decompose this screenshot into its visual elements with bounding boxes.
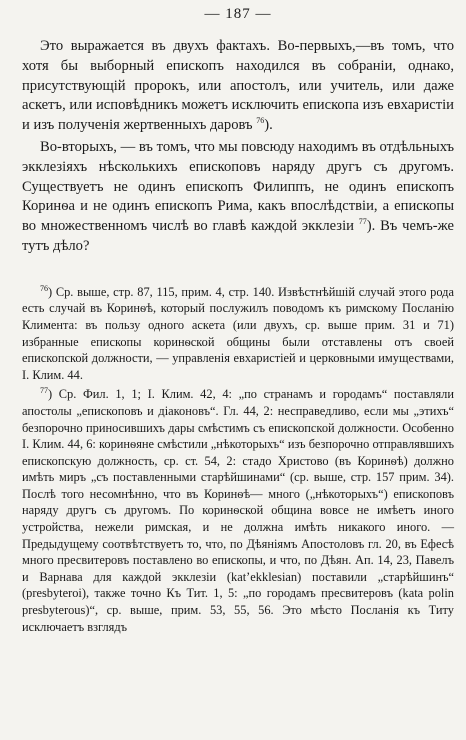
- page-number: — 187 —: [204, 6, 272, 22]
- footnote-ref-76: 76: [256, 116, 265, 126]
- paragraph-2-text: Во-вторыхъ, — въ томъ, что мы повсюду находимъ въ отдѣльныхъ экклезіяхъ нѣсколькихъ епископовъ наряду другъ съ другомъ. Существуетъ не одинъ епископъ Филиппъ, не одинъ епископъ Коринѳа и не одинъ епископъ Рима, какъ впослѣдствіи, а епископы во множественномъ числѣ во главѣ каждой экклезіи: [22, 138, 454, 235]
- footnotes: [22, 284, 454, 635]
- footnote-ref-77: 77: [358, 217, 367, 227]
- footnote-76-text: ) Ср. выше, стр. 87, 115, прим. 4, стр. 140. Извѣстнѣйшій случай этого рода есть случай въ Коринѳѣ, который послужилъ поводомъ къ римскому Посланію Климента: въ пользу одного аскета (или двухъ, ср. выше прим. 31 и 71) избранные епископы коринѳской общины были отставлены отъ своей епископской должности, — управленія евхаристіей и церковными имуществами, I. Клим. 44.: [22, 284, 454, 382]
- main-text: [22, 37, 454, 257]
- footnote-divider: [22, 273, 462, 274]
- footnote-76-marker: 76: [40, 283, 48, 293]
- footnote-77: [22, 386, 454, 635]
- paragraph-1-text: Это выражается въ двухъ фактахъ. Во-первыхъ,—въ томъ, что хотя бы выборный епископъ находился въ собраніи, однако, присутствующій пророкъ, или апостолъ, или учитель, или даже аскетъ, или исповѣдникъ можетъ исключить епископа изъ евхаристіи и изъ полученія жертвенныхъ даровъ: [22, 38, 454, 134]
- paragraph-1: Это выражается въ двухъ фактахъ. Во-первыхъ,—въ томъ, что хотя бы выборный епископъ находился въ собраніи, однако, присутствующій пророкъ, или апостолъ, или учитель, или даже аскетъ, или исповѣдникъ можетъ исключить епископа изъ евхаристіи и изъ полученія жертвенныхъ даровъ $^{76}$).: [22, 38, 454, 134]
- footnote-76: [22, 284, 454, 384]
- paragraph-2-tail: ). Въ чемъ-же тутъ дѣло?: [22, 218, 454, 254]
- footnote-77-marker: 77: [40, 386, 48, 396]
- footnote-77-text: ) Ср. Фил. 1, 1; I. Клим. 42, 4: „по странамъ и городамъ“ поставляли апостолы „епископовъ и діаконовъ“. Гл. 44, 2: несправедливо, если мы „этихъ“ безпорочно приносившихъ дары смѣстимъ съ епископской должности. Особенно I. Клим. 44, 6: коринѳяне смѣстили „нѣкоторыхъ“ изъ безпорочно отправлявшихъ епископскую должность, ср. ст. 54, 2: стадо Христово (въ Коринѳѣ) должно имѣть миръ „съ поставленными старѣйшинами“ (ср. выше, стр. 157 прим. 34). Послѣ того несомнѣнно, что въ Коринѳѣ— много („нѣкоторыхъ“) епископовъ наряду другъ съ другомъ. По коринѳской община вовсе не имѣетъ иного устройства, нежели римская, и не должна имѣть никакого иного. — Предыдущему соотвѣтствуетъ то, что, по Дѣяніямъ Апостоловъ гл. 20, въ Ефесѣ много пресвитеровъ поставлено во епископы, и что, по Дѣян. Ап. 14, 23, Павелъ и Варнава для каждой экклезіи (kat’ekklesian) поставили „старѣйшинъ“ (presbyteroi), также точно Къ Тит. 1, 5: „по городамъ пресвитеровъ (kata polin presbyterous)“, ср. выше, прим. 53, 55, 56. Это мѣсто Посланія къ Титу исключаетъ взглядъ: [22, 387, 454, 634]
- paragraph-2: [22, 138, 454, 257]
